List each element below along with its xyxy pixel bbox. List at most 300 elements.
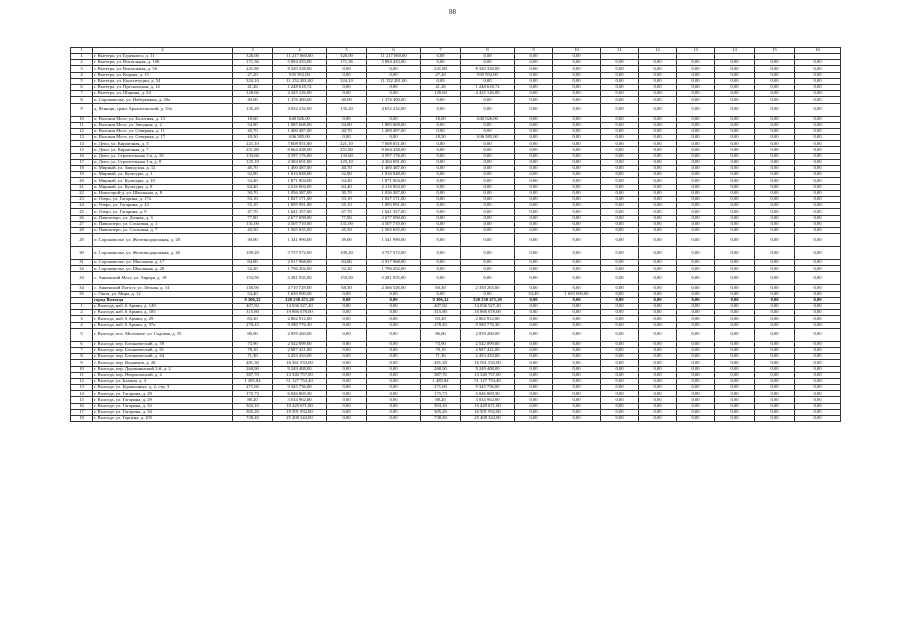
value-cell: 0,00 [327,409,367,415]
value-cell: 0,00 [327,347,367,353]
value-cell: 0,00 [327,341,367,347]
value-cell: 0,00 [795,247,841,260]
value-cell: 52,20 [327,266,367,272]
value-cell: 0,00 [461,272,515,285]
value-cell: 2 350 263,00 [461,285,515,291]
value-cell: 0,00 [515,203,553,209]
value-cell: 0,00 [639,416,677,422]
value-cell: 0,00 [553,122,601,128]
value-cell: 0,00 [515,366,553,372]
value-cell: 0,00 [553,178,601,184]
value-cell: 0,00 [553,409,601,415]
address-cell: п. Сороковолье, ул. Железнодорожная, д. 26 [93,247,233,260]
value-cell: 9 249 408,00 [461,366,515,372]
value-cell: 0,00 [461,128,515,134]
column-number-cell: 8 [461,48,515,54]
value-cell: 0,00 [677,141,715,147]
value-cell: 0,00 [715,385,755,391]
value-cell: 0,00 [461,166,515,172]
column-number-cell: 3 [233,48,273,54]
value-cell: 324,10 [327,78,367,84]
value-cell: 1 650 000,00 [273,291,327,297]
address-cell: г. Вологда, ул. Гагарина, д. 34 [93,409,233,415]
value-cell: 0,00 [421,291,461,297]
value-cell: 0,00 [639,341,677,347]
value-cell: 0,00 [367,297,421,303]
value-cell: 0,00 [421,153,461,159]
value-cell: 0,00 [553,135,601,141]
value-cell: 0,00 [327,310,367,316]
value-cell: 40,70 [233,166,273,172]
value-cell: 0,00 [639,178,677,184]
value-cell: 54,80 [327,122,367,128]
value-cell: 0,00 [553,322,601,328]
value-cell: 0,00 [639,91,677,97]
row-number-cell: 3 [71,316,93,322]
value-cell: 0,00 [639,409,677,415]
value-cell: 0,00 [715,341,755,347]
value-cell: 0,00 [715,178,755,184]
value-cell: 1 895 991,00 [367,203,421,209]
value-cell: 0,00 [755,378,795,384]
value-cell: 73,90 [233,341,273,347]
value-cell: 73,90 [421,341,461,347]
table-row [71,103,841,116]
value-cell: 0,00 [715,378,755,384]
address-cell: г. Вологда, пер. Ботанический, д. 59 [93,341,233,347]
value-cell: 0,00 [601,215,639,221]
value-cell: 0,00 [421,203,461,209]
value-cell: 0,00 [515,54,553,60]
value-cell: 5 894 433,00 [367,60,421,66]
value-cell: 1 400 487,00 [367,166,421,172]
value-cell: 0,00 [639,184,677,190]
address-cell: г. Вологда, ул. Бламна, д. 3 [93,378,233,384]
value-cell: 0,00 [461,153,515,159]
value-cell: 13 340 757,00 [273,372,327,378]
value-cell: 0,00 [795,184,841,190]
value-cell: 4 507 710,00 [367,221,421,227]
value-cell: 45,50 [327,227,367,233]
value-cell: 935 952,00 [461,72,515,78]
value-cell: 0,00 [515,354,553,360]
value-cell: 0,00 [755,341,795,347]
value-cell: 0,00 [553,341,601,347]
address-cell: г. Вытегра, ул. Пресненская, д. 14 [93,84,233,90]
value-cell: 0,00 [515,78,553,84]
value-cell: 0,00 [715,316,755,322]
value-cell: 0,00 [755,128,795,134]
value-cell: 0,00 [755,304,795,310]
value-cell: 0,00 [755,221,795,227]
value-cell: 305,20 [233,409,273,415]
value-cell: 53,10 [233,196,273,202]
value-cell: 0,00 [515,84,553,90]
value-cell: 0,00 [553,103,601,116]
value-cell: 0,00 [553,360,601,366]
value-cell: 1 871 904,00 [367,178,421,184]
address-cell: г. Вологда, наб. 6 Армии, д. 149 [93,304,233,310]
value-cell: 0,00 [515,297,553,303]
value-cell: 0,00 [515,285,553,291]
value-cell: 18,60 [421,116,461,122]
value-cell: 0,00 [367,366,421,372]
address-cell: п. Волоков Мост, ул. Северная, д. 11 [93,128,233,134]
column-number-cell: 12 [639,48,677,54]
value-cell: 0,00 [601,178,639,184]
value-cell: 10 501 932,00 [461,409,515,415]
value-cell: 1 827 171,00 [273,196,327,202]
value-cell: 0,00 [327,316,367,322]
value-cell: 0,00 [715,91,755,97]
value-cell: 0,00 [601,116,639,122]
value-cell: 0,00 [553,272,601,285]
value-cell: 0,00 [367,409,421,415]
value-cell: 0,00 [715,297,755,303]
row-number-cell: 20 [71,178,93,184]
value-cell: 0,00 [755,234,795,247]
value-cell: 0,00 [553,215,601,221]
value-cell: 0,00 [639,297,677,303]
value-cell: 0,00 [367,354,421,360]
value-cell: 0,00 [515,166,553,172]
value-cell: 0,00 [755,347,795,353]
value-cell: 41,26 [233,84,273,90]
value-cell: 0,00 [795,272,841,285]
value-cell: 0,00 [421,141,461,147]
value-cell: 0,00 [677,403,715,409]
column-number-cell: 6 [367,48,421,54]
address-cell: п. Павшозеро, ул. Дачная, д. 3 [93,215,233,221]
value-cell: 1 796 202,00 [367,266,421,272]
row-number-cell: 12 [71,378,93,384]
value-cell: 10 501 932,00 [273,409,327,415]
value-cell: 0,00 [553,203,601,209]
column-number-cell: 5 [327,48,367,54]
row-number-cell: 6 [71,341,93,347]
value-cell: 0,00 [715,66,755,72]
value-cell: 0,00 [421,266,461,272]
value-cell: 30,70 [327,190,367,196]
value-cell: 0,00 [553,166,601,172]
value-cell: 83,20 [421,316,461,322]
value-cell: 0,00 [755,247,795,260]
value-cell: 53,10 [327,196,367,202]
value-cell: 0,00 [553,172,601,178]
value-cell: 0,00 [755,135,795,141]
value-cell: 0,00 [601,272,639,285]
value-cell: 135,20 [327,103,367,116]
value-cell: 0,00 [601,172,639,178]
value-cell: 6 046 869,30 [273,391,327,397]
value-cell: 0,00 [601,316,639,322]
value-cell: 0,00 [553,78,601,84]
value-cell: 0,00 [715,190,755,196]
address-cell: г. Вытегра, ул. Вокзальная, д. 56 [93,66,233,72]
value-cell: 128,60 [421,91,461,97]
value-cell: 0,00 [715,209,755,215]
value-cell: 0,00 [515,378,553,384]
value-cell: 4 652 232,00 [367,103,421,116]
value-cell: 0,00 [755,391,795,397]
value-cell: 0,00 [755,316,795,322]
value-cell: 0,00 [639,215,677,221]
value-cell: 0,00 [677,272,715,285]
value-cell: 0,00 [327,72,367,78]
row-number-cell: 9 [71,360,93,366]
value-cell: 0,00 [367,372,421,378]
row-number-cell: 2 [71,60,93,66]
value-cell: 0,00 [795,66,841,72]
value-cell: 0,00 [639,60,677,66]
value-cell: 0,00 [601,72,639,78]
value-cell: 0,00 [795,60,841,66]
value-cell: 0,00 [795,147,841,153]
value-cell: 54,40 [515,291,553,297]
value-cell: 0,00 [639,209,677,215]
value-cell: 0,00 [553,266,601,272]
value-cell: 11 152 281,00 [367,78,421,84]
value-cell: 0,00 [515,196,553,202]
value-cell: 0,00 [515,385,553,391]
address-cell: д. Ягнищи, тракт Архангельский, д. 33а [93,103,233,116]
address-cell: г. Вологда, пос. Молочное, ул. Садовая, д. 35 [93,328,233,341]
value-cell: 0,00 [515,260,553,266]
address-cell: г. Вологда, ул. Гагарина, д. 32 [93,403,233,409]
value-cell: 0,00 [715,291,755,297]
value-cell: 0,00 [461,203,515,209]
value-cell: 0,00 [639,397,677,403]
value-cell: 0,00 [639,221,677,227]
value-cell: 0,00 [601,84,639,90]
row-number-cell: 24 [71,203,93,209]
value-cell: 0,00 [553,84,601,90]
value-cell: 0,00 [795,291,841,297]
value-cell: 0,00 [755,60,795,66]
value-cell: 0,00 [795,166,841,172]
value-cell: 0,00 [367,378,421,384]
value-cell: 387,70 [233,372,273,378]
value-cell: 0,00 [553,234,601,247]
value-cell: 0,00 [755,196,795,202]
row-number-cell: 17 [71,409,93,415]
value-cell: 0,00 [553,391,601,397]
value-cell: 0,00 [715,354,755,360]
value-cell: 0,00 [553,153,601,159]
value-cell: 251,80 [233,147,273,153]
value-cell: 3 757 572,00 [367,247,421,260]
row-number-cell: 8 [71,97,93,103]
value-cell: 0,00 [553,247,601,260]
value-cell: 0,00 [795,366,841,372]
value-cell: 0,00 [515,372,553,378]
value-cell: 5 281 935,00 [367,272,421,285]
value-cell: 0,00 [553,184,601,190]
value-cell: 1 885 668,00 [273,122,327,128]
value-cell: 0,00 [461,147,515,153]
value-cell: 0,00 [677,72,715,78]
value-cell: 315,80 [421,310,461,316]
value-cell: 0,00 [421,103,461,116]
value-cell: 2 959 260,00 [273,328,327,341]
table-row [71,416,841,422]
column-number-cell: 15 [755,48,795,54]
row-number-cell: 33 [71,272,93,285]
value-cell: 0,00 [639,234,677,247]
value-cell: 16 561 533,00 [461,360,515,366]
column-number-cell: 9 [515,48,553,54]
value-cell: 52,80 [233,172,273,178]
value-cell: 303,10 [233,403,273,409]
value-cell: 0,00 [677,190,715,196]
value-cell: 131,00 [233,221,273,227]
row-number-cell: 19 [71,172,93,178]
value-cell: 324,10 [233,78,273,84]
value-cell: 0,00 [461,190,515,196]
value-cell: 0,00 [327,91,367,97]
value-cell: 18,60 [233,116,273,122]
value-cell: 2 687 421,00 [273,347,327,353]
value-cell: 0,00 [553,221,601,227]
value-cell: 0,00 [715,360,755,366]
value-cell: 10 429 671,00 [461,403,515,409]
value-cell: 0,00 [639,347,677,353]
value-cell: 0,00 [795,266,841,272]
value-cell: 13 340 757,00 [461,372,515,378]
value-cell: 0,00 [795,221,841,227]
value-cell: 0,00 [677,322,715,328]
row-number-cell: 35 [71,291,93,297]
value-cell: 0,00 [461,172,515,178]
row-number-cell: 22 [71,190,93,196]
row-number-cell: 10 [71,116,93,122]
value-cell: 0,00 [327,416,367,422]
value-cell: 0,00 [795,159,841,165]
value-cell: 0,00 [601,128,639,134]
value-cell: 0,00 [795,97,841,103]
value-cell: 3 034 962,00 [273,397,327,403]
value-cell: 0,00 [421,215,461,221]
value-cell: 0,00 [367,341,421,347]
value-cell: 0,00 [795,78,841,84]
value-cell: 0,00 [677,328,715,341]
value-cell: 54,40 [327,178,367,184]
value-cell: 1 650 000,00 [553,291,601,297]
value-cell: 0,00 [795,378,841,384]
value-cell: 0,00 [421,234,461,247]
value-cell: 0,00 [515,209,553,215]
value-cell: 0,00 [553,297,601,303]
value-cell: 0,00 [715,221,755,227]
address-cell: г. Вытегра, ул. Конституции, д. 54 [93,78,233,84]
value-cell: 2 677 098,00 [273,215,327,221]
value-cell: 0,00 [553,304,601,310]
value-cell: 221,10 [327,141,367,147]
value-cell: 41,26 [421,84,461,90]
value-cell: 0,00 [327,328,367,341]
value-cell: 55,10 [327,203,367,209]
value-cell: 1 376 400,00 [273,97,327,103]
value-cell: 0,00 [515,135,553,141]
value-cell: 128,60 [233,91,273,97]
value-cell: 2 917 968,00 [273,260,327,266]
value-cell: 0,00 [515,116,553,122]
value-cell: 2 917 968,00 [367,260,421,266]
value-cell: 0,00 [461,196,515,202]
value-cell: 47,70 [327,209,367,215]
value-cell: 0,00 [601,304,639,310]
value-cell: 0,00 [553,97,601,103]
value-cell: 0,00 [677,347,715,353]
column-number-cell: 2 [93,48,233,54]
value-cell: 315,80 [233,310,273,316]
value-cell: 0,00 [755,310,795,316]
value-cell: 0,00 [795,322,841,328]
value-cell: 0,00 [677,84,715,90]
value-cell: 0,00 [639,203,677,209]
value-cell: 133,60 [327,153,367,159]
row-number-cell: 10 [71,366,93,372]
value-cell: 0,00 [367,310,421,316]
value-cell: 0,00 [461,215,515,221]
value-cell: 0,00 [421,221,461,227]
value-cell: 640 026,00 [273,116,327,122]
value-cell: 5 894 433,00 [273,60,327,66]
address-cell: г. Вологда, ул. Гагарина, д. 29 [93,397,233,403]
value-cell: 68,50 [327,285,367,291]
value-cell: 0,00 [715,272,755,285]
row-number-cell: 4 [71,72,93,78]
value-cell: 0,00 [601,78,639,84]
value-cell: 640 026,00 [461,116,515,122]
value-cell: 0,00 [601,385,639,391]
value-cell: 0,00 [639,227,677,233]
row-number-cell: 14 [71,141,93,147]
value-cell: 52,20 [233,266,273,272]
value-cell: 54,40 [233,291,273,297]
value-cell: 0,00 [677,416,715,422]
value-cell: 0,00 [461,60,515,66]
address-cell: п. Мирный, ул. Культуры, д. 1 [93,172,233,178]
value-cell: 2 862 912,00 [461,316,515,322]
value-cell: 84,80 [327,260,367,266]
value-cell: 0,00 [677,360,715,366]
value-cell: 0,00 [515,221,553,227]
value-cell: 0,00 [421,172,461,178]
value-cell: 0,00 [715,141,755,147]
value-cell: 0,00 [553,66,601,72]
value-cell: 0,00 [515,347,553,353]
value-cell: 0,00 [461,78,515,84]
value-cell: 1 400 487,00 [273,166,327,172]
value-cell: 0,00 [601,391,639,397]
value-cell: 1 816 848,00 [367,172,421,178]
value-cell: 0,00 [795,385,841,391]
address-cell: п. Озеро, ул. Гагарина, д. 9 [93,209,233,215]
value-cell: 77,80 [233,215,273,221]
value-cell: 0,00 [795,141,841,147]
value-cell: 0,00 [421,159,461,165]
value-cell: 4 304 691,00 [367,159,421,165]
value-cell: 0,00 [553,372,601,378]
value-cell: 0,00 [515,272,553,285]
row-number-cell: 1 [71,304,93,310]
value-cell: 0,00 [715,122,755,128]
value-cell: 0,00 [553,209,601,215]
value-cell: 0,00 [367,135,421,141]
value-cell: 0,00 [601,141,639,147]
row-number-cell: 15 [71,397,93,403]
